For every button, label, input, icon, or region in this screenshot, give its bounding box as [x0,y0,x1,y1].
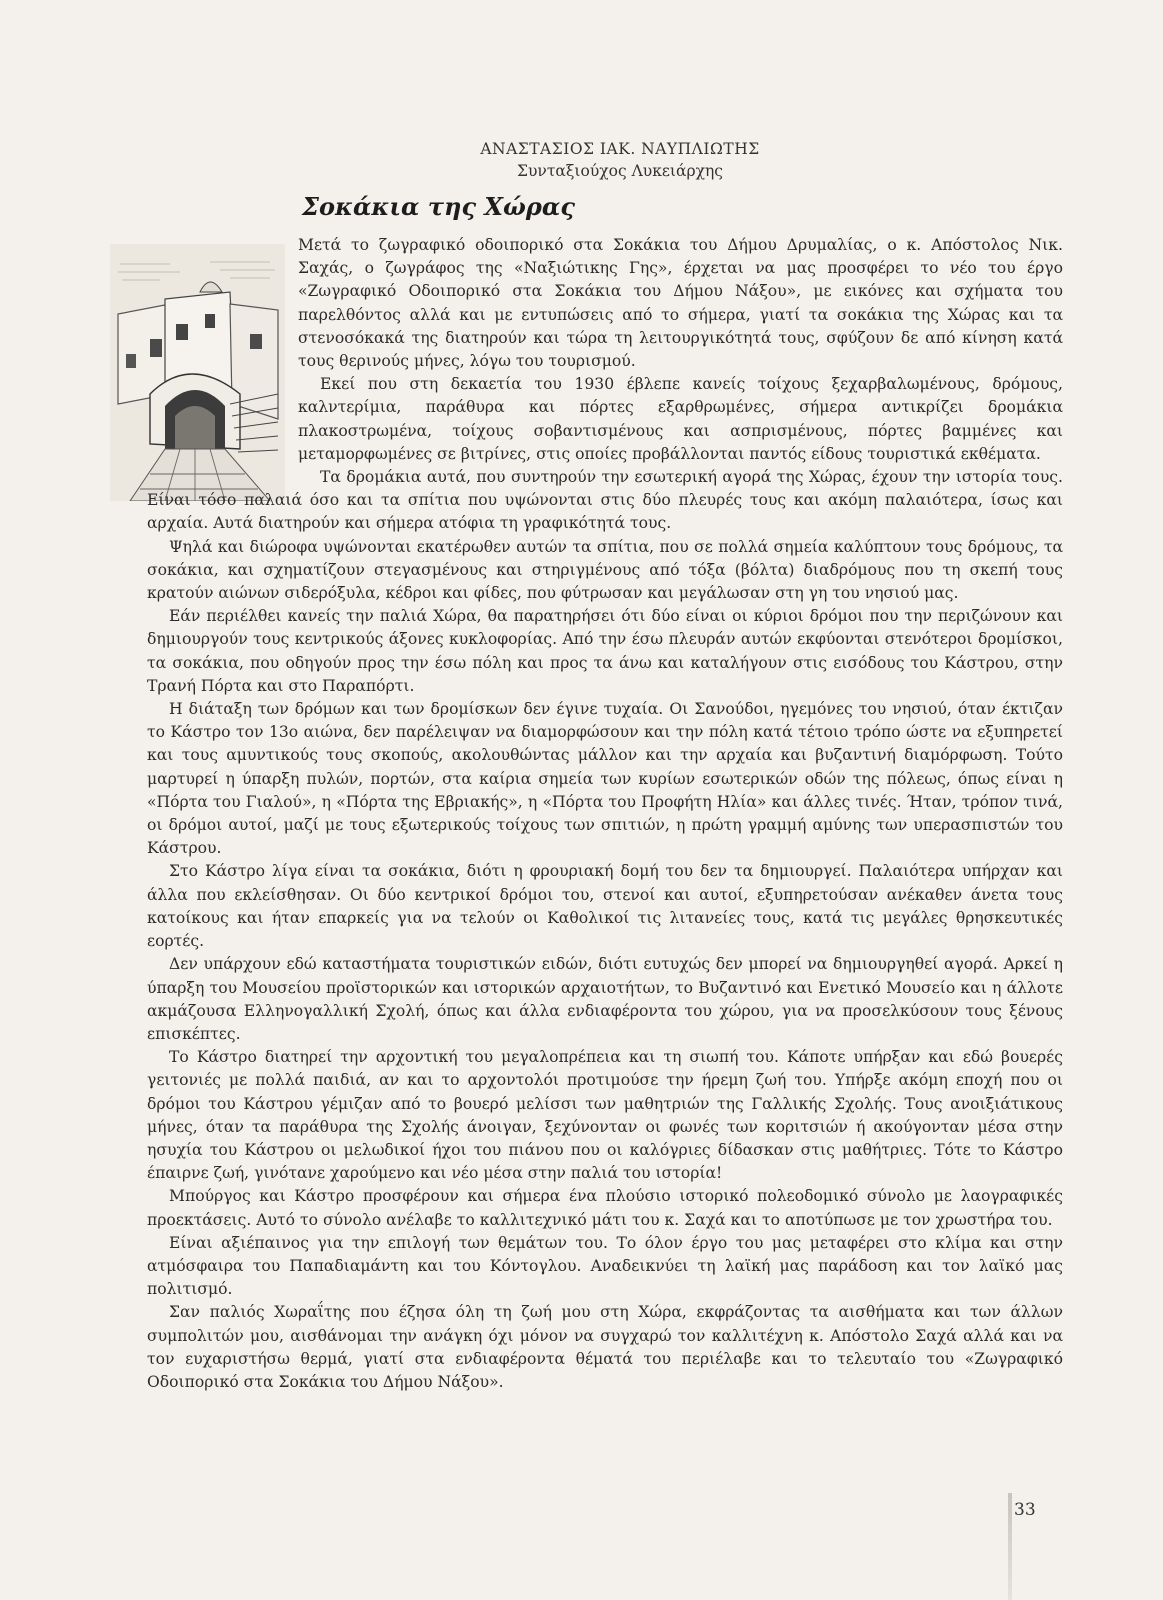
paragraph: Μπούργος και Κάστρο προσφέρουν και σήμερα ένα πλούσιο ιστορικό πολεοδομικό σύνολο με λαογραφικές προεκτάσεις. Αυτό το σύνολο ανέλαβε το καλλιτεχνικό μάτι του κ. Σαχά και το αποτύπωσε με τον χρωστήρα του. [147,1187,1063,1229]
author-name: ΑΝΑΣΤΑΣΙΟΣ ΙΑΚ. ΝΑΥΠΛΙΩΤΗΣ [480,140,760,158]
paragraph: Το Κάστρο διατηρεί την αρχοντική του μεγαλοπρέπεια και τη σιωπή του. Κάποτε υπήρξαν και εδώ βουερές γειτονιές με πολλά παιδιά, αν και το αρχοντολόι προτιμούσε την ήρεμη ζωή του. Υπήρξε ακόμη εποχή που οι δρόμοι του Κάστρου γέμιζαν από το βουερό μελίσσι των μαθητριών της Γαλλικής Σχολής. Τους ανοιξιάτικους μήνες, όταν τα παράθυρα της Σχολής άνοιγαν, ξεχύνονταν οι φωνές των κοριτσιών ή ακούγονταν μέσα στην ησυχία του Κάστρου οι μελωδικοί ήχοι του πιάνου που οι καλόγριες δίδασκαν στις μαθήτριες. Τότε το Κάστρο έπαιρνε ζωή, γινότανε χαρούμενο και νέο μέσα στην παλιά του ιστορία! [147,1048,1063,1183]
figure-spacer [147,234,298,482]
article-title: Σοκάκια της Χώρας [302,192,575,221]
article-body [147,234,1063,1394]
paragraph: Σαν παλιός Χωραΐτης που έζησα όλη τη ζωή μου στη Χώρα, εκφράζοντας τα αισθήματα και των άλλων συμπολιτών μου, αισθάνομαι την ανάγκη όχι μόνον να συγχαρώ τον καλλιτέχνη κ. Απόστολο Σαχά αλλά και να τον ευχαριστήσω θερμά, γιατί στα ενδιαφέροντα θέματά του περιέλαβε και το τελευταίο του «Ζωγραφικό Οδοιπορικό στα Σοκάκια του Δήμου Νάξου». [147,1303,1063,1391]
paragraph: Δεν υπάρχουν εδώ καταστήματα τουριστικών ειδών, διότι ευτυχώς δεν μπορεί να δημιουργηθεί αγορά. Αρκεί η ύπαρξη του Μουσείου προϊστορικών και ιστορικών αρχαιοτήτων, το Βυζαντινό και Ενετικό Μουσείο και η άλλοτε ακμάζουσα Ελληνογαλλική Σχολή, όπως και άλλα ενδιαφέροντα του χώρου, για να προσελκύσουν τους ξένους επισκέπτες. [147,955,1063,1043]
paragraph: Στο Κάστρο λίγα είναι τα σοκάκια, διότι η φρουριακή δομή του δεν τα δημιουργεί. Παλαιότερα υπήρχαν και άλλα που εκλείσθησαν. Οι δύο κεντρικοί δρόμοι του, στενοί και αυτοί, εξυπηρετούσαν ανέκαθεν άνετα τους κατοίκους και ήταν επαρκείς για να τελούν οι Καθολικοί τις λιτανείες τους, κατά τις μεγάλες θρησκευτικές εορτές. [147,862,1063,951]
page-number: 33 [1014,1500,1036,1520]
paragraph: Εκεί που στη δεκαετία του 1930 έβλεπε κανείς τοίχους ξεχαρβαλωμένους, δρόμους, καλντερίμια, παράθυρα και πόρτες εξαρθρωμένες, σήμερα αντικρίζει δρομάκια πλακοστρωμένα, τοίχους σοβαντισμένους και ασπρισμένους, πόρτες βαμμένες και μεταμορφωμένες σε βιτρίνες, στις οποίες προβάλλονται παντός είδους τουριστικά εκθέματα. [298,375,1063,463]
paragraph: Είναι αξιέπαινος για την επιλογή των θεμάτων του. Το όλον έργο του μας μεταφέρει στο κλίμα και στην ατμόσφαιρα του Παπαδιαμάντη και του Κόντογλου. Αναδεικνύει τη λαϊκή μας παράδοση και τον λαϊκό μας πολιτισμό. [147,1233,1063,1299]
paragraph: Ψηλά και διώροφα υψώνονται εκατέρωθεν αυτών τα σπίτια, που σε πολλά σημεία καλύπτουν τους δρόμους, τα σοκάκια, και σχηματίζουν στεγασμένους και στηριγμένους από τόξα (βόλτα) διαδρόμους που τη σκεπή τους κρατούν αιώνων σιδερόξυλα, κέδροι και φίδες, που φύτρωσαν και μεγάλωσαν στη γη του νησιού μας. [147,537,1063,603]
paragraph: Εάν περιέλθει κανείς την παλιά Χώρα, θα παρατηρήσει ότι δύο είναι οι κύριοι δρόμοι που την περιζώνουν και δημιουργούν τους κεντρικούς άξονες κυκλοφορίας. Από την έσω πλευράν αυτών εκφύονται στενότεροι δρομίσκοι, τα σοκάκια, που οδηγούν προς την έσω πόλη και προς τα άνω και καταλήγουν στις εισόδους του Κάστρου, στην Τρανή Πόρτα και στο Παραπόρτι. [147,607,1063,695]
page-edge-bar [1008,1493,1012,1600]
paragraph: Μετά το ζωγραφικό οδοιπορικό στα Σοκάκια του Δήμου Δρυμαλίας, ο κ. Απόστολος Νικ. Σαχάς, ο ζωγράφος της «Ναξιώτικης Γης», έρχεται να μας προσφέρει το νέο του έργο «Ζωγραφικό Οδοιπορικό στα Σοκάκια του Δήμου Νάξου», με εικόνες και σχήματα του παρελθόντος αλλά και με εντυπώσεις από το σήμερα, γιατί τα σοκάκια της Χώρας και τα στενοσόκακά της διατηρούν και τώρα τη λειτουργικότητά τους, σφύζουν δε από κίνηση κατά τους θερινούς μήνες, λόγω του τουρισμού. [298,236,1063,371]
author-role: Συνταξιούχος Λυκειάρχης [517,162,723,180]
paragraph: Η διάταξη των δρόμων και των δρομίσκων δεν έγινε τυχαία. Οι Σανούδοι, ηγεμόνες του νησιού, όταν έκτιζαν το Κάστρο τον 13ο αιώνα, δεν παρέλειψαν να διαμορφώσουν και την πόλη κατά τέτοιο τρόπο ώστε να εξυπηρετεί και τους αμυντικούς τους σκοπούς, ακολουθώντας μάλλον και την αρχαία και βυζαντινή διαμόρφωση. Τούτο μαρτυρεί η ύπαρξη πυλών, πορτών, στα καίρια σημεία των κυρίων εσωτερικών οδών της πόλεως, όπως είναι η «Πόρτα του Γιαλού», η «Πόρτα της Εβριακής», η «Πόρτα του Προφήτη Ηλία» και άλλες τινές. Ήταν, τρόπον τινά, οι δρόμοι αυτοί, μαζί με τους εξωτερικούς τοίχους των σπιτιών, η πρώτη γραμμή αμύνης των υπερασπιστών του Κάστρου. [147,700,1063,858]
paragraph: Τα δρομάκια αυτά, που συντηρούν την εσωτερική αγορά της Χώρας, έχουν την ιστορία τους. Είναι τόσο παλαιά όσο και τα σπίτια που υψώνονται στις δύο πλευρές τους και ακόμη παλαιότερα, ίσως και αρχαία. Αυτά διατηρούν και σήμερα ατόφια τη γραφικότητά τους. [147,468,1063,533]
author-block [470,138,770,182]
